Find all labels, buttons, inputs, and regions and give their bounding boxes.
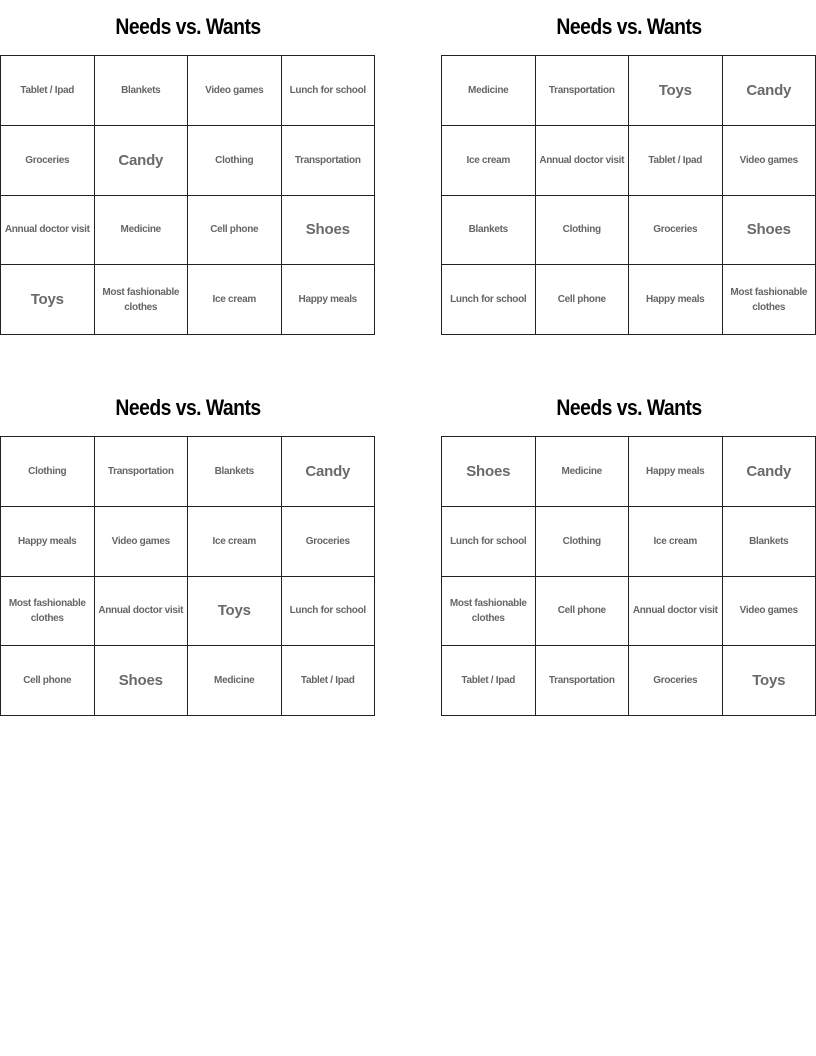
grid-cell: Groceries: [1, 126, 95, 196]
grid-cell: Ice cream: [442, 126, 536, 196]
grid-cell: Clothing: [188, 126, 282, 196]
card-title: Needs vs. Wants: [556, 14, 702, 39]
grid-cell: Medicine: [188, 646, 282, 716]
grid-cell: Toys: [188, 577, 282, 647]
grid-cell: Happy meals: [282, 265, 376, 335]
grid-cell: Video games: [723, 126, 816, 196]
grid-cell: Cell phone: [188, 196, 282, 266]
grid-cell: Clothing: [536, 507, 630, 577]
bingo-grid: [441, 55, 816, 335]
grid-cell: Happy meals: [629, 265, 723, 335]
grid-cell: Most fashionable clothes: [442, 577, 536, 647]
card-title: Needs vs. Wants: [115, 395, 261, 420]
grid-cell: Cell phone: [536, 265, 630, 335]
grid-cell: Cell phone: [1, 646, 95, 716]
card-title: Needs vs. Wants: [115, 14, 261, 39]
grid-cell: Ice cream: [629, 507, 723, 577]
grid-cell: Lunch for school: [442, 265, 536, 335]
grid-cell: Tablet / Ipad: [282, 646, 376, 716]
grid-cell: Medicine: [95, 196, 189, 266]
grid-cell: Cell phone: [536, 577, 630, 647]
grid-cell: Tablet / Ipad: [629, 126, 723, 196]
grid-cell: Ice cream: [188, 507, 282, 577]
grid-cell: Shoes: [95, 646, 189, 716]
grid-cell: Blankets: [188, 437, 282, 507]
card-title: Needs vs. Wants: [556, 395, 702, 420]
bingo-grid: [0, 55, 375, 335]
grid-cell: Blankets: [95, 56, 189, 126]
grid-cell: Medicine: [536, 437, 630, 507]
grid-cell: Shoes: [723, 196, 816, 266]
grid-cell: Annual doctor visit: [536, 126, 630, 196]
bingo-grid: [441, 436, 816, 716]
grid-cell: Happy meals: [1, 507, 95, 577]
grid-cell: Ice cream: [188, 265, 282, 335]
grid-cell: Video games: [95, 507, 189, 577]
grid-cell: Annual doctor visit: [1, 196, 95, 266]
grid-cell: Video games: [188, 56, 282, 126]
grid-cell: Candy: [723, 56, 816, 126]
grid-cell: Video games: [723, 577, 816, 647]
grid-cell: Candy: [95, 126, 189, 196]
grid-cell: Groceries: [629, 646, 723, 716]
grid-cell: Blankets: [723, 507, 816, 577]
grid-cell: Annual doctor visit: [95, 577, 189, 647]
grid-cell: Medicine: [442, 56, 536, 126]
grid-cell: Toys: [723, 646, 816, 716]
grid-cell: Toys: [629, 56, 723, 126]
grid-cell: Groceries: [629, 196, 723, 266]
grid-cell: Most fashionable clothes: [1, 577, 95, 647]
grid-cell: Transportation: [536, 646, 630, 716]
grid-cell: Clothing: [536, 196, 630, 266]
grid-cell: Lunch for school: [282, 56, 376, 126]
grid-cell: Annual doctor visit: [629, 577, 723, 647]
grid-cell: Shoes: [442, 437, 536, 507]
grid-cell: Happy meals: [629, 437, 723, 507]
grid-cell: Lunch for school: [282, 577, 376, 647]
grid-cell: Clothing: [1, 437, 95, 507]
grid-cell: Most fashionable clothes: [95, 265, 189, 335]
grid-cell: Most fashionable clothes: [723, 265, 816, 335]
grid-cell: Tablet / Ipad: [1, 56, 95, 126]
grid-cell: Blankets: [442, 196, 536, 266]
bingo-grid: [0, 436, 375, 716]
grid-cell: Candy: [723, 437, 816, 507]
grid-cell: Toys: [1, 265, 95, 335]
grid-cell: Transportation: [282, 126, 376, 196]
grid-cell: Transportation: [536, 56, 630, 126]
grid-cell: Transportation: [95, 437, 189, 507]
grid-cell: Candy: [282, 437, 376, 507]
grid-cell: Tablet / Ipad: [442, 646, 536, 716]
grid-cell: Lunch for school: [442, 507, 536, 577]
grid-cell: Shoes: [282, 196, 376, 266]
grid-cell: Groceries: [282, 507, 376, 577]
